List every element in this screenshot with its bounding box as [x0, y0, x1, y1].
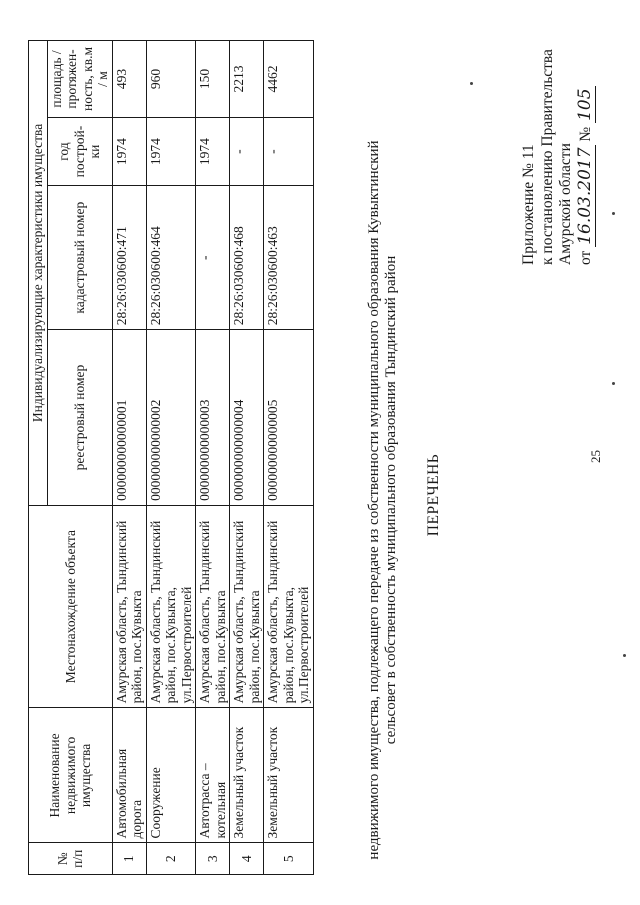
property-table — [28, 40, 314, 875]
cell-name: Земельный участок — [230, 708, 264, 843]
cell-registry: 000000000000002 — [146, 330, 196, 506]
cell-num: 2 — [146, 843, 196, 875]
scan-speck — [612, 212, 615, 215]
cell-name: Автомобильная дорога — [112, 708, 146, 843]
document-title: ПЕРЕЧЕНЬ — [425, 453, 442, 537]
scan-speck — [623, 654, 626, 657]
table-row — [146, 41, 196, 875]
table-row — [196, 41, 230, 875]
cell-registry: 000000000000005 — [264, 330, 314, 506]
cell-location: Амурская область, Тындинский район, пос.Кувыкта — [196, 505, 230, 708]
appendix-line-2: к постановлению Правительства — [538, 49, 556, 265]
cell-num: 3 — [196, 843, 230, 875]
scan-speck — [470, 82, 473, 85]
cell-num: 1 — [112, 843, 146, 875]
cell-area: 150 — [196, 41, 230, 118]
cell-registry: 000000000000001 — [112, 330, 146, 506]
cell-num: 5 — [264, 843, 314, 875]
cell-location: Амурская область, Тындинский район, пос.Кувыкта — [112, 505, 146, 708]
cell-cadastral: 28:26:030600:464 — [146, 186, 196, 330]
header-group: Индивидуализирующие характеристики имущества — [29, 41, 48, 506]
appendix-date-line — [576, 5, 596, 265]
cell-year: 1974 — [112, 117, 146, 185]
document-subtitle: недвижимого имущества, подлежащего передаче из собственности муниципального образования Кувыктинский сельсовет в собственность муниципального образования Тындинский район — [366, 140, 399, 860]
cell-location: Амурская область, Тындинский район, пос.Кувыкта, ул.Первостроителей — [264, 505, 314, 708]
table-row — [112, 41, 146, 875]
header-location: Местонахождение объекта — [29, 505, 113, 708]
appendix-header — [520, 5, 595, 265]
table-row — [264, 41, 314, 875]
cell-name: Автотрасса – котельная — [196, 708, 230, 843]
cell-location: Амурская область, Тындинский район, пос.Кувыкта, ул.Первостроителей — [146, 505, 196, 708]
cell-cadastral: 28:26:030600:468 — [230, 186, 264, 330]
cell-area: 2213 — [230, 41, 264, 118]
cell-name: Земельный участок — [264, 708, 314, 843]
page-number: 25 — [588, 450, 603, 463]
header-name: Наименование недвижимого имущества — [29, 708, 113, 843]
number-prefix: № — [576, 126, 594, 142]
appendix-line-1: Приложение № 11 — [520, 144, 537, 265]
handwritten-number: 105 — [574, 88, 595, 121]
table-row — [230, 41, 264, 875]
cell-registry: 000000000000003 — [196, 330, 230, 506]
cell-num: 4 — [230, 843, 264, 875]
date-prefix: от — [576, 250, 594, 265]
cell-area: 4462 — [264, 41, 314, 118]
cell-cadastral: 28:26:030600:471 — [112, 186, 146, 330]
appendix-line-3: Амурской области — [557, 143, 574, 265]
table-header-row — [29, 41, 48, 875]
cell-year: 1974 — [146, 117, 196, 185]
cell-registry: 000000000000004 — [230, 330, 264, 506]
cell-year: - — [230, 117, 264, 185]
cell-area: 493 — [112, 41, 146, 118]
header-year: год построй-ки — [47, 117, 112, 185]
cell-year: - — [264, 117, 314, 185]
scan-speck — [612, 382, 615, 385]
cell-cadastral: - — [196, 186, 230, 330]
cell-year: 1974 — [196, 117, 230, 185]
cell-area: 960 — [146, 41, 196, 118]
handwritten-date: 16.03.2017 — [574, 147, 595, 245]
header-num: № п/п — [29, 843, 113, 875]
cell-name: Сооружение — [146, 708, 196, 843]
cell-location: Амурская область, Тындинский район, пос.Кувыкта — [230, 505, 264, 708]
header-cadastral: кадастровый номер — [47, 186, 112, 330]
header-registry: реестровый номер — [47, 330, 112, 506]
cell-cadastral: 28:26:030600:463 — [264, 186, 314, 330]
header-area: площадь / протяжен-ность, кв.м / м — [47, 41, 112, 118]
